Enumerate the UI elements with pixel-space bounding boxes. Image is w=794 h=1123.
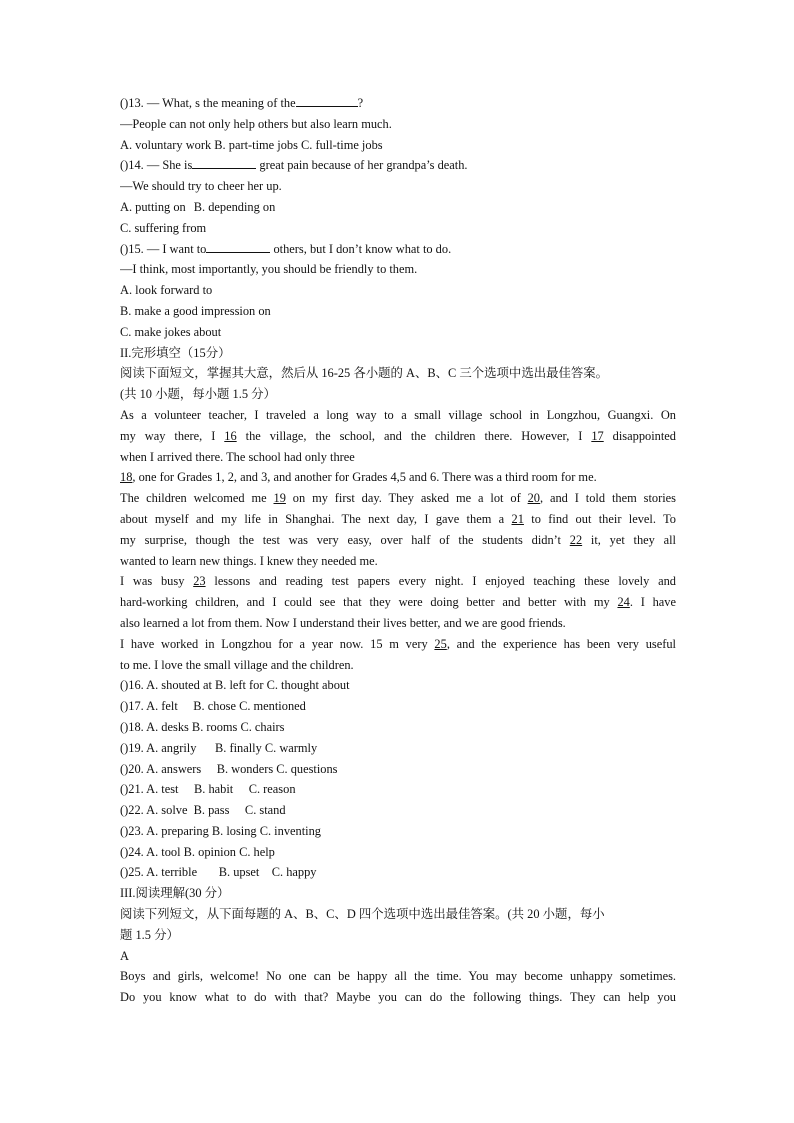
q15-stem: ()15. — I want to: [120, 241, 207, 256]
q15-option-b: B. make a good impression on: [120, 303, 271, 318]
option-row-24: ()24. A. tool B. opinion C. help: [120, 844, 275, 859]
q14-blank: [192, 156, 256, 169]
q14-options-ab: [120, 197, 676, 218]
option-row-21: ()21. A. test B. habit C. reason: [120, 782, 296, 797]
blank-16: 16: [224, 428, 237, 443]
section-3-heading: III.阅读理解(30 分）: [120, 886, 230, 901]
blank-20: 20: [527, 491, 540, 506]
q15-option-a: A. look forward to: [120, 283, 213, 298]
passage-line: also learned a lot from them. Now I understand their lives better, and we are good friends.: [120, 615, 566, 630]
option-row-25: ()25. A. terrible B. upset C. happy: [120, 865, 317, 880]
option-row-22: ()22. A. solve B. pass C. stand: [120, 803, 286, 818]
question-15: [120, 239, 676, 260]
passage-line: when I arrived there. The school had only three: [120, 449, 355, 464]
blank-23: 23: [193, 574, 206, 589]
passage-line: As a volunteer teacher, I traveled a long way to a small village school in Longzhou, Guangxi. On: [120, 407, 676, 422]
section-2-heading: II.完形填空（15分）: [120, 345, 231, 360]
question-13: [120, 93, 676, 114]
passage-line: wanted to learn new things. I knew they needed me.: [120, 553, 378, 568]
q13-options: A. voluntary work B. part-time jobs C. full-time jobs: [120, 137, 383, 152]
option-row-18: ()18. A. desks B. rooms C. chairs: [120, 719, 285, 734]
q14-option-c: C. suffering from: [120, 220, 207, 235]
passage-line: I have worked in Longzhou for a year now. 15 m very 25, and the experience has been very useful: [120, 636, 676, 651]
q15-blank: [206, 240, 270, 253]
option-row-16: ()16. A. shouted at B. left for C. thought about: [120, 678, 350, 693]
section-3-instruction-cont: 题 1.5 分）: [120, 927, 179, 942]
option-row-19: ()19. A. angrily B. finally C. warmly: [120, 740, 318, 755]
blank-21: 21: [511, 511, 524, 526]
option-row-20: ()20. A. answers B. wonders C. questions: [120, 761, 338, 776]
section-2-instruction-cont: (共 10 小题，每小题 1.5 分）: [120, 387, 276, 402]
q14-answer: —We should try to cheer her up.: [120, 179, 282, 194]
passage-line: my surprise, though the test was very easy, over half of the students didn’t 22 it, yet they all: [120, 532, 676, 547]
q15-stem-end: others, but I don’t know what to do.: [270, 241, 452, 256]
q14-stem: ()14. — She is: [120, 158, 193, 173]
option-row-17: ()17. A. felt B. chose C. mentioned: [120, 699, 306, 714]
passage-a-line: Do you know what to do with that? Maybe you can do the following things. They can help you: [120, 990, 676, 1005]
blank-19: 19: [273, 491, 286, 506]
q15-answer: —I think, most importantly, you should be friendly to them.: [120, 262, 418, 277]
q13-blank: [296, 94, 358, 107]
q14-stem-end: great pain because of her grandpa’s death.: [256, 158, 468, 173]
blank-22: 22: [569, 532, 583, 547]
passage-a-line: Boys and girls, welcome! No one can be happy all the time. You may become unhappy sometimes.: [120, 969, 676, 984]
passage-line: I was busy 23 lessons and reading test papers every night. I enjoyed teaching these lovely and: [120, 574, 676, 589]
q13-stem-end: ?: [357, 96, 364, 110]
passage-line: hard-working children, and I could see that they were doing better and better with my 24. I have: [120, 595, 676, 610]
exam-page: [120, 93, 676, 1008]
passage-line: 18, one for Grades 1, 2, and 3, and another for Grades 4,5 and 6. There was a third room for me.: [120, 470, 597, 485]
question-14: [120, 155, 676, 176]
q14-option-a: A. putting on: [120, 199, 186, 214]
q14-option-b: B. depending on: [193, 199, 276, 214]
q13-stem: ()13. — What, s the meaning of the: [120, 96, 296, 110]
blank-24: 24: [617, 595, 630, 610]
passage-line: my way there, I 16 the village, the school, and the children there. However, I 17 disappointed: [120, 428, 676, 443]
q13-answer: —People can not only help others but also learn much.: [120, 116, 392, 131]
section-3-instruction: 阅读下列短文，从下面每题的 A、B、C、D 四个选项中选出最佳答案。(共 20 小题，每小: [120, 907, 605, 922]
q15-option-c: C. make jokes about: [120, 324, 222, 339]
blank-17: 17: [591, 428, 604, 443]
passage-line: about myself and my life in Shanghai. The next day, I gave them a 21 to find out their level. To: [120, 511, 676, 526]
passage-a-label: A: [120, 948, 129, 963]
passage-line: The children welcomed me 19 on my first day. They asked me a lot of 20, and I told them stories: [120, 491, 676, 506]
blank-25: 25: [434, 636, 447, 651]
section-2-instruction: 阅读下面短文，掌握其大意，然后从 16-25 各小题的 A、B、C 三个选项中选出最佳答案。: [120, 366, 609, 381]
option-row-23: ()23. A. preparing B. losing C. inventing: [120, 823, 321, 838]
passage-line: to me. I love the small village and the children.: [120, 657, 354, 672]
blank-18: 18: [120, 470, 133, 485]
